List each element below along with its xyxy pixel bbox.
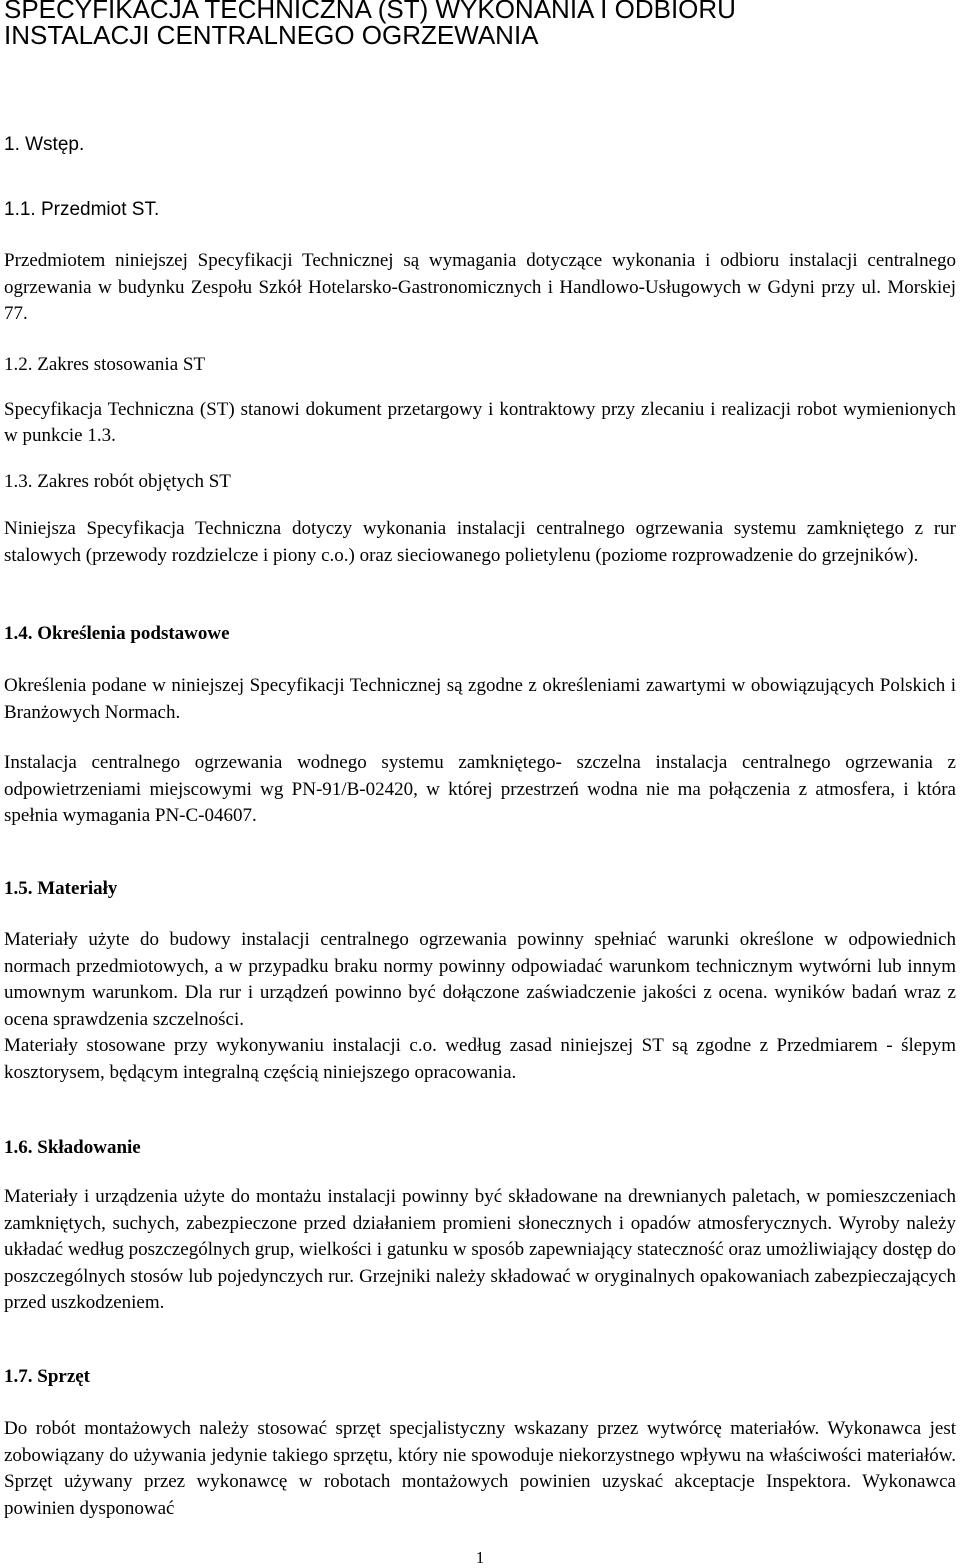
section-1-5-heading: 1.5. Materiały: [4, 878, 118, 899]
title-line-1: SPECYFIKACJA TECHNICZNA (ST) WYKONANIA I ODBIORU: [4, 0, 736, 24]
page-number: 1: [475, 1548, 485, 1567]
section-1-7: [4, 1365, 956, 1389]
section-1-2: [4, 353, 956, 377]
section-1-4-body-2: Instalacja centralnego ogrzewania wodnego systemu zamkniętego- szczelna instalacja centralnego ogrzewania z odpowietrzeniami miejscowymi wg PN-91/B-02420, w której przestrzeń wodna nie ma połączenia z atmosfera, i która spełnia wymagania PN-C-04607.: [4, 752, 956, 826]
document-title: [4, 0, 956, 52]
section-1-5: [4, 877, 956, 901]
section-1-3-body: Niniejsza Specyfikacja Techniczna dotyczy wykonania instalacji centralnego ogrzewania systemu zamkniętego z rur stalowych (przewody rozdzielcze i piony c.o.) oraz sieciowanego polietylenu (poziome rozprowadzenie do grzejników).: [4, 518, 956, 566]
section-1-heading: 1. Wstęp.: [4, 134, 85, 155]
section-1-6-heading: 1.6. Składowanie: [4, 1137, 141, 1158]
section-1-1: [4, 198, 956, 222]
section-1-2-heading: 1.2. Zakres stosowania ST: [4, 354, 206, 375]
section-1-7-heading: 1.7. Sprzęt: [4, 1366, 91, 1387]
section-1-4: [4, 622, 956, 646]
section-1-4-body-1: Określenia podane w niniejszej Specyfikacji Technicznej są zgodne z określeniami zawartymi w obowiązujących Polskich i Branżowych Normach.: [4, 675, 956, 723]
section-1-2-body: Specyfikacja Techniczna (ST) stanowi dokument przetargowy i kontraktowy przy zlecaniu i realizacji robot wymienionych w punkcie 1.3.: [4, 399, 956, 446]
section-1-6-body: Materiały i urządzenia użyte do montażu instalacji powinny być składowane na drewnianych paletach, w pomieszczeniach zamkniętych, suchych, zabezpieczone przed działaniem promieni słonecznych i opadów atmosferycznych. Wyroby należy układać według poszczególnych grup, wielkości i gatunku w sposób zapewniający stateczność oraz umożliwiający dostęp do poszczególnych stosów lub pojedynczych rur. Grzejniki należy składować w oryginalnych opakowaniach zabezpieczających przed uszkodzeniem.: [4, 1186, 956, 1313]
section-1-1-body: Przedmiotem niniejszej Specyfikacji Technicznej są wymagania dotyczące wykonania i odbioru instalacji centralnego ogrzewania w budynku Zespołu Szkół Hotelarsko-Gastronomicznych i Handlowo-Usługowych w Gdyni przy ul. Morskiej 77.: [4, 250, 956, 324]
section-1-5-body-2: Materiały stosowane przy wykonywaniu instalacji c.o. według zasad niniejszej ST są zgodne z Przedmiarem - ślepym kosztorysem, będącym integralną częścią niniejszego opracowania.: [4, 1035, 956, 1083]
title-line-2: INSTALACJI CENTRALNEGO OGRZEWANIA: [4, 20, 539, 50]
section-1-4-heading: 1.4. Określenia podstawowe: [4, 623, 230, 644]
section-1-3: [4, 470, 956, 494]
section-1-7-body: Do robót montażowych należy stosować sprzęt specjalistyczny wskazany przez wytwórcę materiałów. Wykonawca jest zobowiązany do używania jedynie takiego sprzętu, który nie spowoduje niekorzystnego wpływu na właściwości materiałów. Sprzęt używany przez wykonawcę w robotach montażowych powinien uzyskać akceptacje Inspektora. Wykonawca powinien dysponować: [4, 1418, 956, 1519]
section-1-1-heading: 1.1. Przedmiot ST.: [4, 199, 160, 220]
section-1-5-body-1: Materiały użyte do budowy instalacji centralnego ogrzewania powinny spełniać warunki określone w odpowiednich normach przedmiotowych, a w przypadku braku normy powinny odpowiadać warunkom technicznym wytwórni lub innym umownym warunkom. Dla rur i urządzeń powinno być dołączone zaświadczenie jakości z ocena. wyników badań wraz z ocena sprawdzenia szczelności.: [4, 929, 956, 1030]
section-1-3-heading: 1.3. Zakres robót objętych ST: [4, 471, 231, 492]
section-1-6: [4, 1136, 956, 1160]
